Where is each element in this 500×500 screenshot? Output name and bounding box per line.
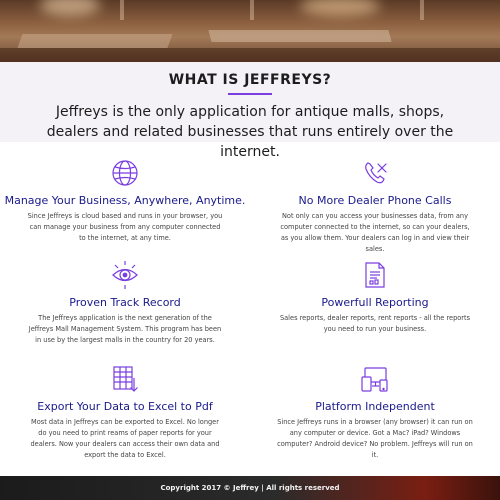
hero-banner (0, 0, 500, 62)
spreadsheet-export-icon (110, 364, 140, 394)
section-heading: WHAT IS JEFFREYS? (168, 72, 332, 88)
intro-description: Jeffreys is the only application for antique malls, shops, dealers and related businesses that runs entirely over the internet. (46, 104, 454, 160)
copyright-text: Copyright 2017 © Jeffrey | All rights reserved (160, 484, 340, 492)
intro-section (0, 62, 500, 160)
feature-text: Not only can you access your businesses data, from any computer connected to the internet, so can your dealers, as you allow them. Your dealers can log in and view their sales. (280, 212, 470, 253)
feature-manage-business (0, 158, 250, 244)
no-phone-icon (360, 158, 390, 188)
feature-title: No More Dealer Phone Calls (298, 194, 452, 207)
feature-powerful-reporting (250, 260, 500, 335)
hero-beam (250, 0, 254, 20)
report-icon (360, 260, 390, 290)
feature-title: Platform Independent (315, 400, 435, 413)
feature-title: Export Your Data to Excel to Pdf (37, 400, 213, 413)
feature-text: Since Jeffreys is cloud based and runs in your browser, you can manage your business from any computer connected to the internet, at any time. (27, 212, 223, 242)
feature-text: Most data in Jeffreys can be exported to Excel. No longer do you need to print reams of paper reports for your dealers. Now your dealers can access their own data and export the data to Excel. (30, 418, 220, 459)
hero-light (300, 0, 380, 16)
feature-no-phone-calls (250, 158, 500, 255)
heading-underline (228, 93, 272, 95)
feature-title: Powerfull Reporting (321, 296, 429, 309)
hero-light (40, 0, 100, 16)
feature-platform-independent (250, 364, 500, 461)
hero-beam (420, 0, 424, 20)
feature-export-data (0, 364, 250, 461)
hero-table (17, 34, 172, 48)
feature-title: Manage Your Business, Anywhere, Anytime. (4, 194, 246, 207)
features-grid (0, 142, 500, 476)
feature-title: Proven Track Record (69, 296, 181, 309)
page-footer (0, 476, 500, 500)
feature-text: Since Jeffreys runs in a browser (any browser) it can run on any computer or device. Got a Mac? iPad? Windows computer? Android device? No problem. Jeffreys will run on it. (277, 418, 473, 459)
globe-icon (110, 158, 140, 188)
hero-table (208, 30, 391, 42)
eye-target-icon (110, 260, 140, 290)
hero-beam (120, 0, 124, 20)
feature-text: Sales reports, dealer reports, rent reports - all the reports you need to run your business. (279, 314, 471, 333)
feature-proven-track-record (0, 260, 250, 346)
hero-shelf (0, 48, 500, 62)
feature-text: The Jeffreys application is the next generation of the Jeffreys Mall Management System. This program has been in use by the largest malls in the country for 20 years. (28, 314, 222, 344)
devices-icon (360, 364, 390, 394)
